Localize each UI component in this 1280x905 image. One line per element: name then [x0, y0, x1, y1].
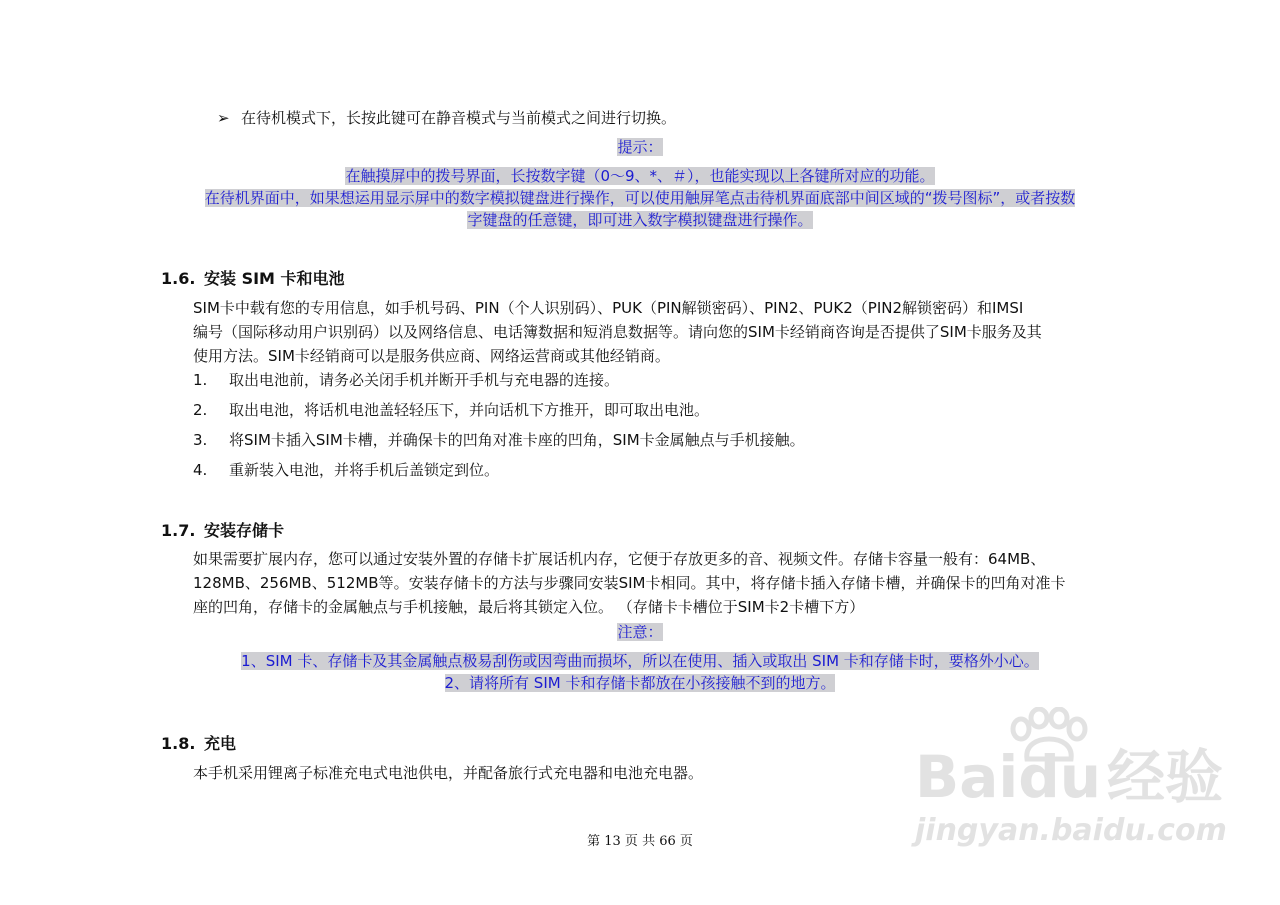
section-title: 充电 [204, 734, 237, 753]
section-title: 安装存储卡 [204, 521, 285, 540]
step-number: 2. [193, 401, 208, 419]
paragraph-line: 座的凹角，存储卡的金属触点与手机接触，最后将其锁定入位。 （存储卡卡槽位于SIM卡2卡槽下方） [193, 598, 865, 616]
arrow-bullet-icon: ➢ [217, 109, 230, 127]
notice-label: 注意： [617, 623, 663, 641]
step-text: 将SIM卡插入SIM卡槽，并确保卡的凹角对准卡座的凹角，SIM卡金属触点与手机接触。 [229, 431, 805, 449]
section-title: 安装 SIM 卡和电池 [204, 269, 345, 288]
tip-line-3: 字键盘的任意键，即可进入数字模拟键盘进行操作。 [467, 211, 813, 229]
step-number: 1. [193, 371, 208, 389]
step-text: 取出电池前，请务必关闭手机并断开手机与充电器的连接。 [229, 371, 620, 389]
tip-line-1: 在触摸屏中的拨号界面，长按数字键（0～9、*、＃），也能实现以上各键所对应的功能。 [345, 167, 935, 185]
section-number: 1.6. [161, 269, 196, 288]
section-heading-1-6 [161, 266, 345, 289]
watermark-suffix: 经验 [1107, 743, 1224, 811]
watermark-brand-row [915, 745, 1223, 809]
watermark-brand: Baidu [915, 743, 1102, 811]
step-number: 3. [193, 431, 208, 449]
tip-line-2-row [0, 186, 1280, 210]
tip-block-label-row [0, 135, 1280, 159]
baidu-watermark [915, 705, 1227, 865]
section-number: 1.8. [161, 734, 196, 753]
tip-line-3-row [0, 208, 1280, 232]
tip-label: 提示： [617, 138, 663, 156]
step-item [193, 458, 499, 482]
paragraph-line: SIM卡中载有您的专用信息，如手机号码、PIN（个人识别码）、PUK（PIN解锁密码）、PIN2、PUK2（PIN2解锁密码）和IMSI [193, 299, 1024, 317]
notice-label-row [0, 620, 1280, 644]
step-text: 取出电池，将话机电池盖轻轻压下，并向话机下方推开，即可取出电池。 [229, 401, 710, 419]
notice-line-2-row [0, 671, 1280, 695]
page-number-label: 第 13 页 共 66 页 [587, 834, 693, 849]
section-heading-1-8 [161, 731, 236, 754]
step-item [193, 428, 805, 452]
paragraph-line: 如果需要扩展内存，您可以通过安装外置的存储卡扩展话机内存，它便于存放更多的音、视频文件。存储卡容量一般有：64MB、 [193, 550, 1046, 568]
notice-line-2: 2、请将所有 SIM 卡和存储卡都放在小孩接触不到的地方。 [444, 674, 836, 692]
section-heading-1-7 [161, 518, 284, 541]
section-1-7-paragraph [193, 547, 1123, 619]
notice-line-1: 1、SIM 卡、存储卡及其金属触点极易刮伤或因弯曲而损坏，所以在使用、插入或取出 SIM 卡和存储卡时，要格外小心。 [241, 652, 1039, 670]
step-text: 重新装入电池，并将手机后盖锁定到位。 [229, 461, 500, 479]
paragraph-line: 编号（国际移动用户识别码）以及网络信息、电话簿数据和短消息数据等。请向您的SIM卡经销商咨询是否提供了SIM卡服务及其 [193, 323, 1042, 341]
section-1-8-paragraph: 本手机采用锂离子标准充电式电池供电，并配备旅行式充电器和电池充电器。 [193, 764, 704, 782]
paragraph-line: 128MB、256MB、512MB等。安装存储卡的方法与步骤同安装SIM卡相同。其中，将存储卡插入存储卡槽，并确保卡的凹角对准卡 [193, 574, 1066, 592]
step-number: 4. [193, 461, 208, 479]
paragraph-line: 使用方法。SIM卡经销商可以是服务供应商、网络运营商或其他经销商。 [193, 347, 670, 365]
watermark-url: jingyan.baidu.com [915, 813, 1227, 848]
step-item [193, 368, 619, 392]
bullet-text: 在待机模式下，长按此键可在静音模式与当前模式之间进行切换。 [241, 109, 677, 127]
step-item [193, 398, 709, 422]
tip-line-1-row [0, 164, 1280, 188]
section-1-6-paragraph [193, 296, 1123, 368]
notice-line-1-row [0, 649, 1280, 673]
bullet-list-item [217, 106, 676, 130]
tip-line-2: 在待机界面中，如果想运用显示屏中的数字模拟键盘进行操作，可以使用触屏笔点击待机界面底部中间区域的“拨号图标”，或者按数 [204, 189, 1076, 207]
section-number: 1.7. [161, 521, 196, 540]
